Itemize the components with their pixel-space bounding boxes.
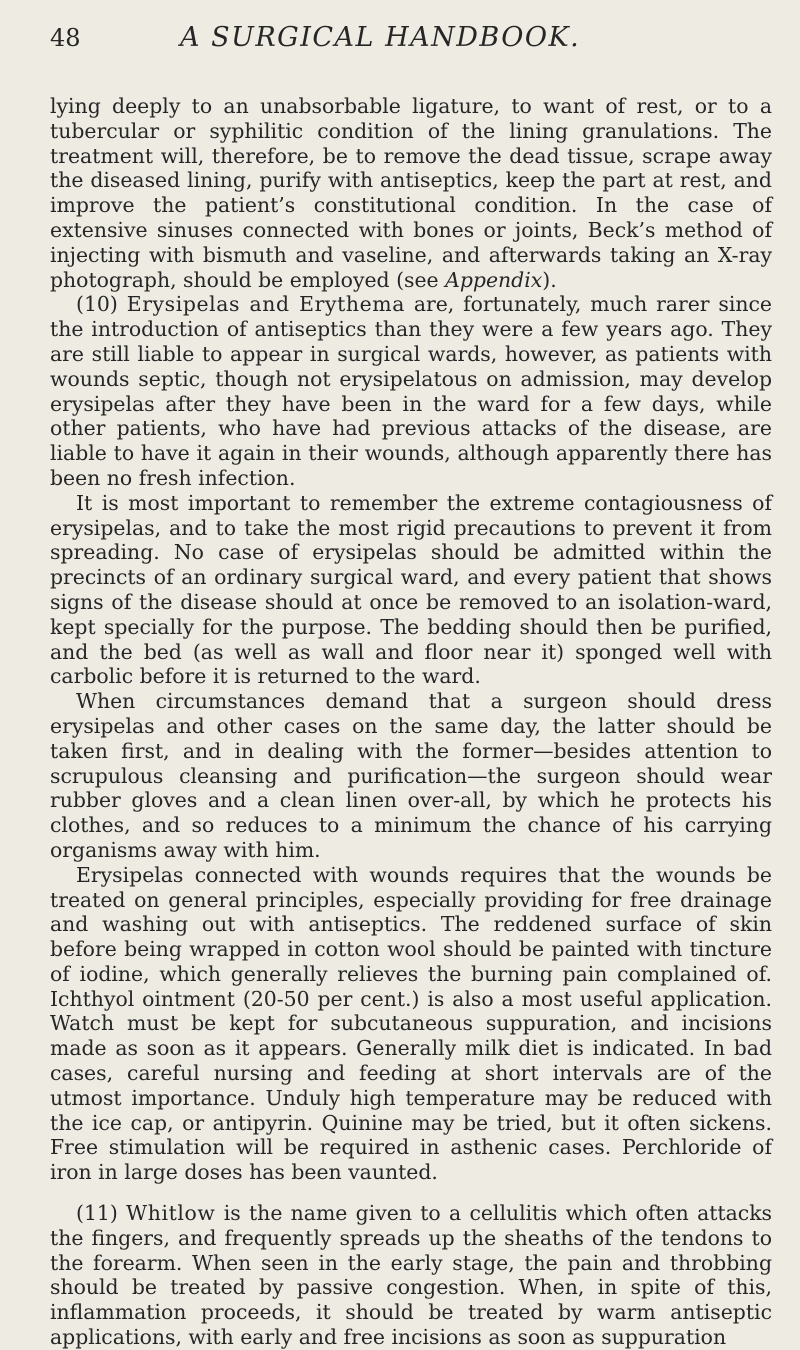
paragraph-text: It is most important to remember the extreme contagiousness of erysipelas, and to take the most rigid precautions to prevent it from spreading. No case of erysipelas should be admitted within the precincts of an ordinary surgical ward, and every patient that shows signs of the disease should at once be removed to an isolation-ward, kept specially for the purpose. The bedding should then be purified, and the bed (as well as wall and floor near it) sponged well with carbolic before it is returned to the ward. — [50, 490, 772, 689]
paragraph-contagiousness — [50, 491, 772, 689]
paragraph-text: lying deeply to an unabsorbable ligature, to want of rest, or to a tubercular or syphilitic condition of the lining granulations. The treatment will, therefore, be to remove the dead tissue, scrape away the diseased lining, purify with antiseptics, keep the part at rest, and improve the patient’s constitutional condition. In the case of extensive sinuses connected with bones or joints, Beck’s method of injecting with bismuth and vaseline, and afterwards taking an X-ray photograph, should be employed (see — [50, 94, 772, 292]
section-number: (10) — [76, 292, 118, 317]
paragraph-whitlow — [50, 1201, 772, 1350]
paragraph-text: When circumstances demand that a surgeon should dress erysipelas and other cases on the same day, the latter should be taken first, and in dealing with the former—besides attention to scrupulous cleansing and purification—the surgeon should wear rubber gloves and a clean linen over-all, by which he protects his clothes, and so reduces to a minimum the chance of his carrying organisms away with him. — [50, 689, 772, 862]
appendix-reference: Appendix — [445, 267, 543, 292]
section-heading: Erysipelas and Erythema — [126, 292, 405, 317]
paragraph-erysipelas-treatment — [50, 863, 772, 1185]
body-text — [50, 94, 772, 1350]
section-heading: Whitlow — [126, 1201, 216, 1226]
page-number: 48 — [50, 24, 81, 52]
running-title: A SURGICAL HANDBOOK. — [180, 22, 581, 53]
running-head — [50, 22, 772, 66]
section-number: (11) — [76, 1201, 118, 1226]
paragraph-text: is the name given to a cellulitis which often attacks the fingers, and frequently spreads up the sheaths of the tendons to the forearm. When seen in the early stage, the pain and throbbing should be treated by passive congestion. When, in spite of this, inflammation proceeds, it should be treated by warm antiseptic applications, with early and free incisions as soon as suppuration — [50, 1201, 773, 1350]
paragraph-erysipelas-intro — [50, 292, 772, 490]
paragraph-closing: ). — [542, 267, 557, 292]
paragraph-text: are, fortunately, much rarer since the introduction of antiseptics than they were a few years ago. They are still liable to appear in surgical wards, however, as patients with wounds septic, though not erysipelatous on admission, may develop erysipelas after they have been in the ward for a few days, while other patients, who have had previous attacks of the disease, are liable to have it again in their wounds, although apparently there has been no fresh infection. — [50, 292, 772, 490]
paragraph-sinus-treatment — [50, 94, 772, 292]
paragraph-dressing-order — [50, 689, 772, 863]
paragraph-text: Erysipelas connected with wounds requires that the wounds be treated on general principles, especially providing for free drainage and washing out with antiseptics. The reddened surface of skin before being wrapped in cotton wool should be painted with tincture of iodine, which generally relieves the burning pain complained of. Ichthyol ointment (20-50 per cent.) is also a most useful application. Watch must be kept for subcutaneous suppuration, and incisions made as soon as it appears. Generally milk diet is indicated. In bad cases, careful nursing and feeding at short intervals are of the utmost importance. Unduly high temperature may be reduced with the ice cap, or antipyrin. Quinine may be tried, but it often sickens. Free stimulation will be required in asthenic cases. Perchloride of iron in large doses has been vaunted. — [50, 862, 772, 1185]
